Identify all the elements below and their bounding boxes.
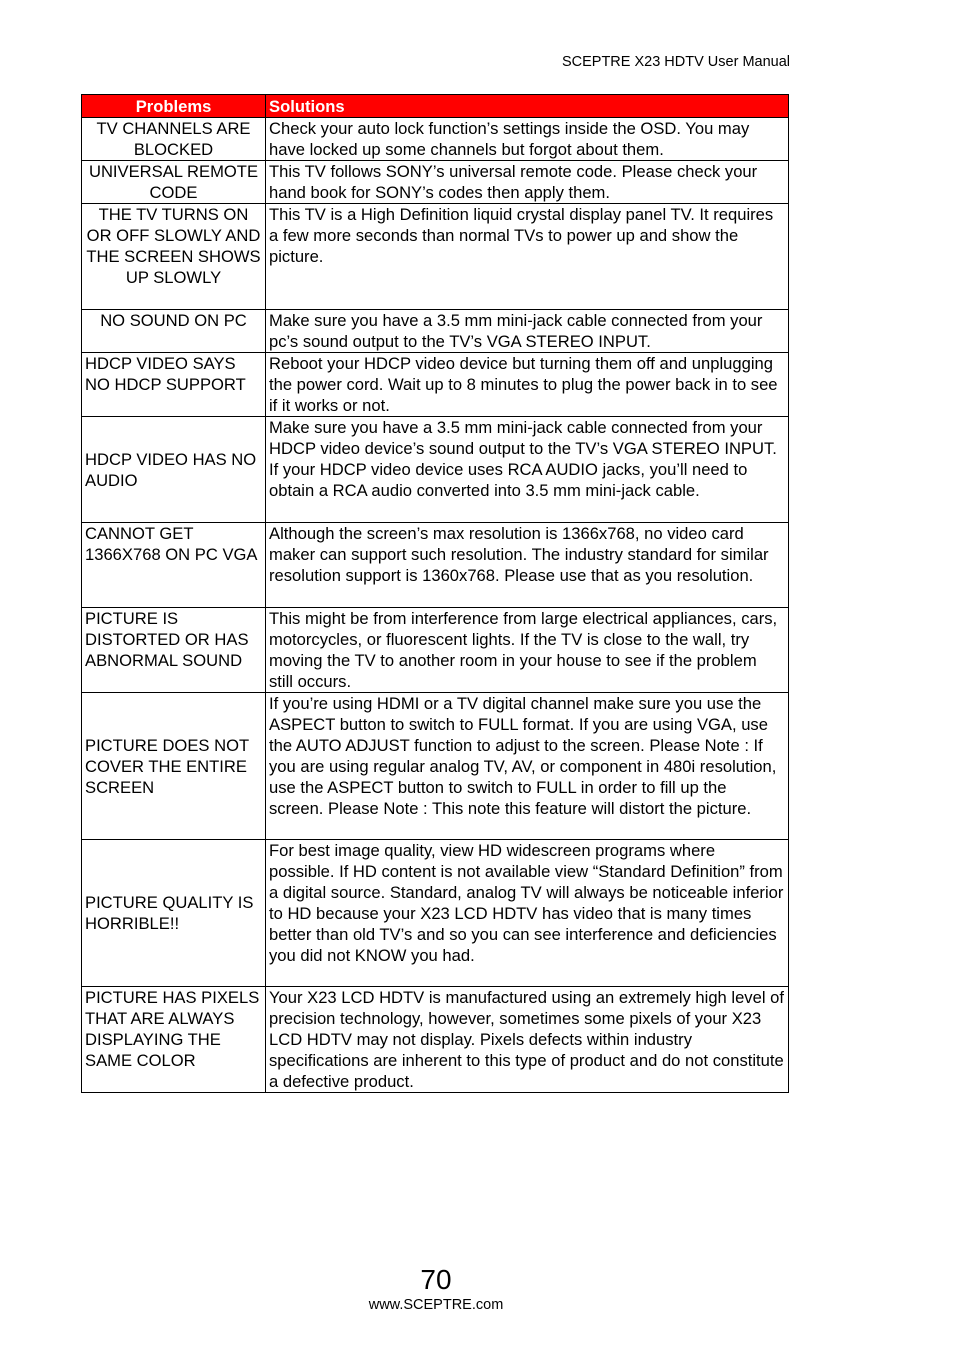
- solution-cell: Make sure you have a 3.5 mm mini-jack cable connected from your HDCP video device’s sound output to the TV’s VGA STEREO INPUT. If your HDCP video device uses RCA AUDIO jacks, you’ll need to obtain a RCA audio converted into 3.5 mm mini-jack cable.: [266, 417, 789, 523]
- table-row: [82, 608, 789, 693]
- problem-cell: CANNOT GET 1366X768 ON PC VGA: [82, 523, 266, 608]
- table-row: [82, 353, 789, 417]
- table-row: [82, 417, 789, 523]
- problem-cell: UNIVERSAL REMOTE CODE: [82, 161, 266, 204]
- solution-cell: This might be from interference from large electrical appliances, cars, motorcycles, or fluorescent lights. If the TV is close to the wall, try moving the TV to another room in your house to see if the problem still occurs.: [266, 608, 789, 693]
- table-row: [82, 204, 789, 310]
- table-row: [82, 161, 789, 204]
- table-row: [82, 523, 789, 608]
- table-row: [82, 840, 789, 987]
- problem-cell: PICTURE HAS PIXELS THAT ARE ALWAYS DISPLAYING THE SAME COLOR: [82, 987, 266, 1093]
- problem-cell: HDCP VIDEO SAYS NO HDCP SUPPORT: [82, 353, 266, 417]
- problem-cell: THE TV TURNS ON OR OFF SLOWLY AND THE SCREEN SHOWS UP SLOWLY: [82, 204, 266, 310]
- problem-cell: TV CHANNELS ARE BLOCKED: [82, 118, 266, 161]
- solution-cell: Reboot your HDCP video device but turning them off and unplugging the power cord. Wait up to 8 minutes to plug the power back in to see if it works or not.: [266, 353, 789, 417]
- problem-cell: PICTURE DOES NOT COVER THE ENTIRE SCREEN: [82, 693, 266, 840]
- solution-cell: For best image quality, view HD widescreen programs where possible. If HD content is not available view “Standard Definition” from a digital source. Standard, analog TV will always be noticeable inferior to HD because your X23 LCD HDTV has video that is many times better than old TV’s and so you can see interference and deficiencies you did not KNOW you had.: [266, 840, 789, 987]
- page-number: 70: [420, 1264, 452, 1295]
- solution-cell: This TV is a High Definition liquid crystal display panel TV. It requires a few more seconds than normal TVs to power up and show the picture.: [266, 204, 789, 310]
- solution-cell: Check your auto lock function’s settings inside the OSD. You may have locked up some channels but forgot about them.: [266, 118, 789, 161]
- problem-cell: PICTURE IS DISTORTED OR HAS ABNORMAL SOUND: [82, 608, 266, 693]
- troubleshooting-table: [81, 94, 789, 1093]
- table-row: [82, 693, 789, 840]
- website-url: www.SCEPTRE.com: [368, 1297, 504, 1313]
- manual-title: SCEPTRE X23 HDTV User Manual: [561, 54, 790, 70]
- solution-cell: Make sure you have a 3.5 mm mini-jack cable connected from your pc’s sound output to the TV’s VGA STEREO INPUT.: [266, 310, 789, 353]
- table-header-row: [82, 95, 789, 118]
- solution-cell: If you’re using HDMI or a TV digital channel make sure you use the ASPECT button to switch to FULL format. If you are using VGA, use the AUTO ADJUST function to adjust to the screen. Please Note : If you are using regular analog TV, AV, or component in 480i resolution, use the ASPECT button to switch to FULL in order to fill up the screen. Please Note : This note this feature will distort the picture.: [266, 693, 789, 840]
- table-row: [82, 987, 789, 1093]
- table-row: [82, 310, 789, 353]
- problem-cell: PICTURE QUALITY IS HORRIBLE!!: [82, 840, 266, 987]
- solution-cell: Although the screen’s max resolution is 1366x768, no video card maker can support such resolution. The industry standard for similar resolution support is 1360x768. Please use that as you resolution.: [266, 523, 789, 608]
- column-header-solutions: Solutions: [266, 95, 789, 118]
- problem-cell: HDCP VIDEO HAS NO AUDIO: [82, 417, 266, 523]
- solution-cell: This TV follows SONY’s universal remote code. Please check your hand book for SONY’s codes then apply them.: [266, 161, 789, 204]
- column-header-problems: Problems: [82, 95, 266, 118]
- table-row: [82, 118, 789, 161]
- solution-cell: Your X23 LCD HDTV is manufactured using an extremely high level of precision technology, however, sometimes some pixels of your X23 LCD HDTV may not display. Pixels defects within industry specifications are inherent to this type of product and do not constitute a defective product.: [266, 987, 789, 1093]
- problem-cell: NO SOUND ON PC: [82, 310, 266, 353]
